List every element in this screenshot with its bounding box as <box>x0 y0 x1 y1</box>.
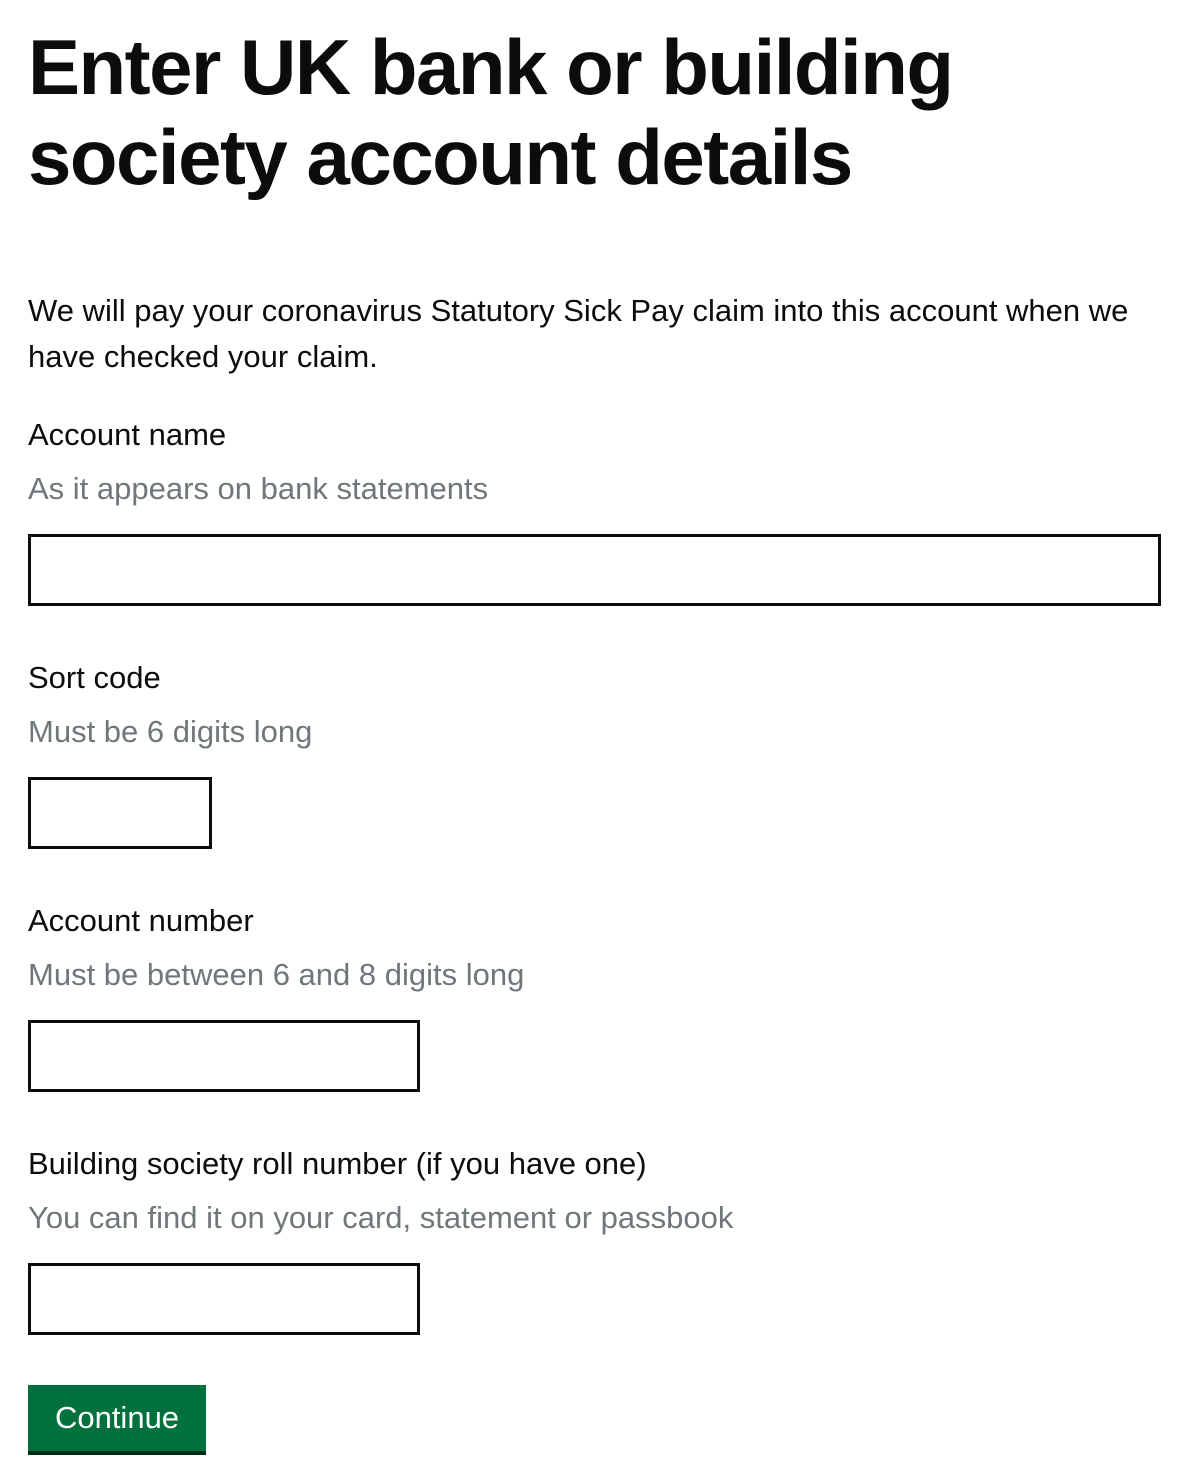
continue-button[interactable]: Continue <box>28 1385 206 1451</box>
account-number-input[interactable] <box>28 1020 420 1092</box>
account-number-hint: Must be between 6 and 8 digits long <box>28 957 525 992</box>
account-name-field-group <box>28 415 1161 606</box>
sort-code-hint: Must be 6 digits long <box>28 714 313 749</box>
roll-number-label: Building society roll number (if you have one) <box>28 1146 647 1181</box>
roll-number-field-group <box>28 1144 733 1335</box>
account-number-label: Account number <box>28 903 254 938</box>
account-name-label: Account name <box>28 417 227 452</box>
main-content <box>28 0 1178 1435</box>
intro-text: We will pay your coronavirus Statutory Sick Pay claim into this account when we have checked your claim. <box>28 293 1129 374</box>
account-name-hint: As it appears on bank statements <box>28 471 489 506</box>
sort-code-field-group <box>28 658 312 849</box>
page-title: Enter UK bank or building society account details <box>28 23 953 201</box>
roll-number-input[interactable] <box>28 1263 420 1335</box>
account-name-input[interactable] <box>28 534 1161 606</box>
sort-code-input[interactable] <box>28 777 212 849</box>
roll-number-hint: You can find it on your card, statement or passbook <box>28 1200 734 1235</box>
account-number-field-group <box>28 901 524 1092</box>
sort-code-label: Sort code <box>28 660 161 695</box>
